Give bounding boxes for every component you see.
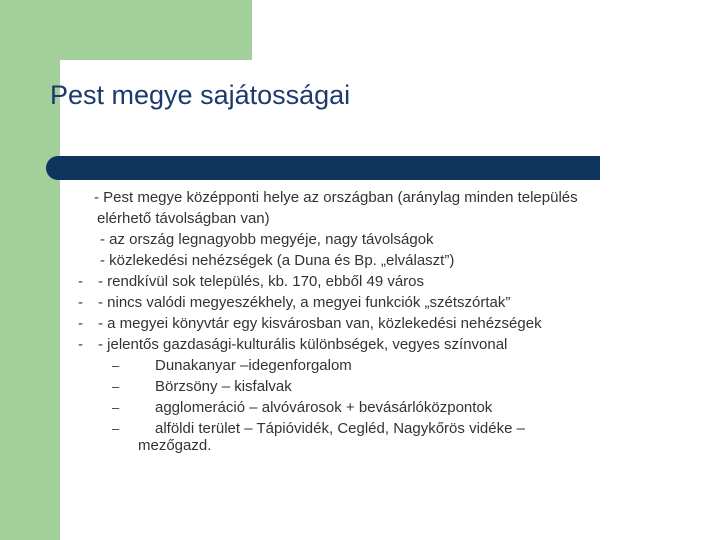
bullet-text: - nincs valódi megyeszékhely, a megyei funkciók „szétszórtak” — [98, 294, 511, 311]
body-line: - közlekedési nehézségek (a Duna és Bp. „elválaszt”) — [100, 252, 455, 269]
bullet-marker: - — [78, 315, 83, 332]
bullet-text: - rendkívül sok település, kb. 170, ebből 49 város — [98, 273, 425, 290]
slide-title: Pest megye sajátosságai — [50, 80, 351, 110]
sub-text: agglomeráció – alvóvárosok + bevásárlóközpontok — [155, 399, 493, 416]
sub-text: alföldi terület – Tápióvidék, Cegléd, Nagykőrös vidéke – — [155, 420, 525, 437]
bullet-item — [78, 313, 542, 334]
title-divider-bar — [46, 156, 600, 180]
body-line: elérhető távolságban van) — [97, 210, 270, 227]
bullet-marker: - — [78, 294, 83, 311]
bullet-text: - jelentős gazdasági-kulturális különbségek, vegyes színvonal — [98, 336, 508, 353]
bullet-item — [78, 292, 510, 313]
sub-item — [112, 397, 492, 418]
bullet-text: - a megyei könyvtár egy kisvárosban van, közlekedési nehézségek — [98, 315, 542, 332]
sub-marker: – — [112, 421, 120, 436]
sub-text: Börzsöny – kisfalvak — [155, 378, 292, 395]
decorative-green-top-block — [0, 0, 252, 60]
sub-text: Dunakanyar –idegenforgalom — [155, 357, 352, 374]
sub-marker: – — [112, 358, 120, 373]
sub-item — [112, 355, 352, 376]
sub-item-continuation: mezőgazd. — [138, 437, 212, 454]
body-line: - az ország legnagyobb megyéje, nagy távolságok — [100, 231, 434, 248]
bullet-marker: - — [78, 336, 83, 353]
bullet-item — [78, 271, 424, 292]
bullet-marker: - — [78, 273, 83, 290]
sub-marker: – — [112, 400, 120, 415]
sub-marker: – — [112, 379, 120, 394]
body-line: - Pest megye középponti helye az országban (aránylag minden település — [94, 189, 578, 206]
sub-item — [112, 376, 292, 397]
bullet-item — [78, 334, 507, 355]
